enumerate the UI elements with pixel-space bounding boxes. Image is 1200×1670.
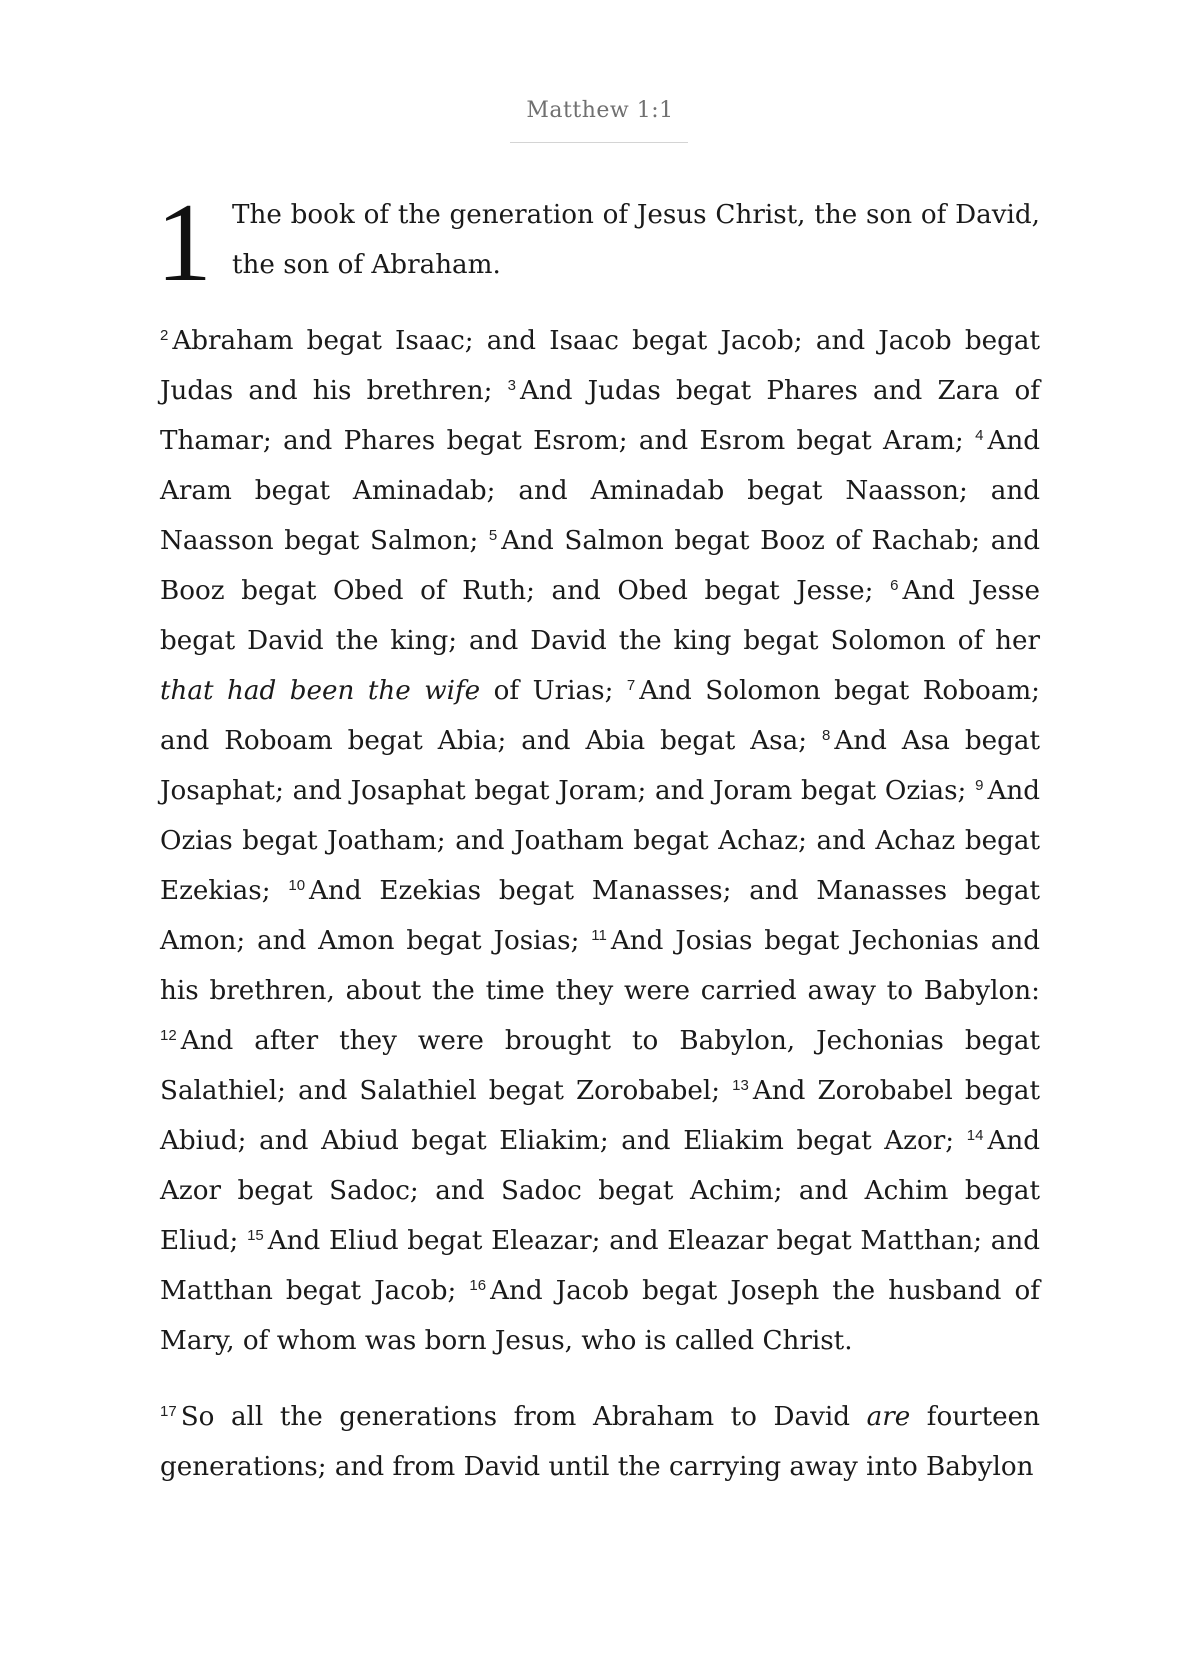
italic-text: that had been the wife: [160, 676, 481, 706]
verse-number: 10: [288, 876, 306, 894]
verse-text: And Ezekias begat Manasses; and Manasses begat Amon; and Amon begat Josias;: [160, 876, 1041, 956]
verse-text: So all the generations from Abraham to David: [180, 1402, 851, 1432]
verse-number: 15: [247, 1226, 264, 1244]
verse-number: 16: [469, 1276, 487, 1294]
verse-text: And Azor begat Sadoc; and Sadoc begat Achim; and Achim begat Eliud;: [160, 1126, 1040, 1256]
verse-text: And Asa begat Josaphat; and Josaphat begat Joram; and Joram begat Ozias;: [160, 726, 1040, 806]
verse-number: 17: [160, 1402, 177, 1420]
verse-text: And after they were brought to Babylon, Jechonias begat Salathiel; and Salathiel begat Zorobabel;: [160, 1026, 1040, 1106]
verse-number: 6: [890, 576, 899, 594]
verse-number: 4: [975, 426, 984, 444]
verse-number: 3: [507, 376, 516, 394]
running-header: [0, 98, 1200, 123]
italic-text: are: [866, 1402, 911, 1432]
verse-text: And Judas begat Phares and Zara of Thamar; and Phares begat Esrom; and Esrom begat Aram;: [160, 376, 1040, 456]
verse-number: 13: [732, 1076, 749, 1094]
verse-number: 12: [160, 1026, 177, 1044]
verse-number: 2: [160, 326, 169, 344]
verse-text: And Jacob begat Joseph the husband of Mary, of whom was born Jesus, who is called Christ.: [160, 1276, 1040, 1356]
verse-text: fourteen generations; and from David until the carrying away into Babylon: [160, 1402, 1041, 1482]
paragraph-3: [160, 1392, 1040, 1492]
verse-1-text: The book of the generation of Jesus Christ, the son of David, the son of Abraham.: [232, 200, 1040, 280]
verse-text: And Jesse begat David the king; and David the king begat Solomon of her: [160, 576, 1040, 656]
verse-text: And Salmon begat Booz of Rachab; and Booz begat Obed of Ruth; and Obed begat Jesse;: [160, 526, 1040, 606]
verse-number: 5: [488, 526, 498, 544]
chapter-number: 1: [156, 181, 212, 305]
chapter-text: [156, 181, 1041, 1518]
verse-text: Abraham begat Isaac; and Isaac begat Jacob; and Jacob begat Judas and his brethren;: [160, 326, 1040, 406]
paragraph-2: [160, 316, 1040, 1366]
header-divider: [510, 142, 688, 143]
verse-number: 11: [591, 926, 607, 944]
verse-text: of Urias;: [493, 676, 614, 706]
verse-text: And Solomon begat Roboam; and Roboam begat Abia; and Abia begat Asa;: [160, 676, 1040, 756]
verse-number: 8: [822, 726, 831, 744]
verse-text: And Aram begat Aminadab; and Aminadab begat Naasson; and Naasson begat Salmon;: [160, 426, 1040, 556]
verse-number: 14: [966, 1126, 984, 1144]
verse-number: 9: [975, 776, 984, 794]
verse-text: And Eliud begat Eleazar; and Eleazar begat Matthan; and Matthan begat Jacob;: [160, 1226, 1040, 1306]
header-reference: Matthew 1:1: [526, 98, 674, 123]
paragraph-1: [156, 181, 1040, 305]
verse-text: And Ozias begat Joatham; and Joatham begat Achaz; and Achaz begat Ezekias;: [160, 776, 1041, 906]
verse-text: And Zorobabel begat Abiud; and Abiud begat Eliakim; and Eliakim begat Azor;: [160, 1076, 1040, 1156]
verse-text: And Josias begat Jechonias and his brethren, about the time they were carried away to Babylon:: [160, 926, 1040, 1006]
verse-number: 7: [626, 676, 636, 694]
